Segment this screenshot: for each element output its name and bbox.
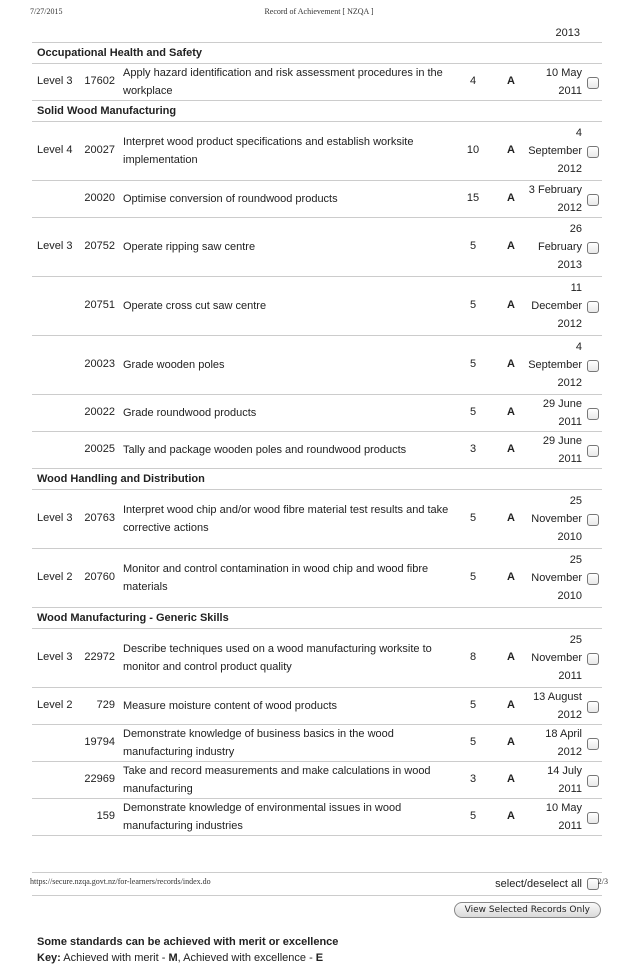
date-cell [512,64,582,100]
standard-title [123,725,453,761]
standard-number: 20752 [84,240,115,252]
date-cell [512,631,582,685]
record-checkbox[interactable] [587,445,599,457]
category-header: Solid Wood Manufacturing [32,101,602,122]
key-line [37,952,602,964]
standard-title [123,238,453,256]
grade-cell: A [507,192,515,204]
standard-number: 20020 [84,192,115,204]
standard-number: 20751 [84,299,115,311]
page-number: 2/3 [597,877,608,886]
date-cell [512,799,582,835]
key-text-merit: Achieved with merit - [60,952,169,964]
record-row [32,629,602,688]
level-cell: Level 3 [37,75,73,87]
grade-cell: A [507,443,515,455]
date-line: 29 June [542,435,582,447]
credits-cell: 5 [469,736,477,748]
date-line: 2011 [558,670,582,682]
title-line: Measure moisture content of wood products [123,700,338,712]
credits-cell: 5 [469,406,477,418]
date-line: 11 [570,282,582,294]
grade-cell: A [507,75,515,87]
title-line: manufacturing [123,783,193,795]
date-cell [512,762,582,798]
record-checkbox[interactable] [587,775,599,787]
date-cell [512,220,582,274]
credits-cell: 5 [469,299,477,311]
record-row [32,688,602,725]
standard-number: 20027 [84,144,115,156]
record-row [32,395,602,432]
level-cell: Level 4 [37,144,73,156]
record-checkbox[interactable] [587,812,599,824]
record-row [32,277,602,336]
date-line: 10 May [545,802,582,814]
credits-cell: 5 [469,240,477,252]
category-header: Wood Handling and Distribution [32,469,602,490]
standard-number: 17602 [84,75,115,87]
records-table [32,22,602,964]
date-line: 2012 [557,318,582,330]
title-line: Apply hazard identification and risk assessment procedures in the [123,67,443,79]
credits-cell: 3 [469,443,477,455]
sections-container [32,43,602,836]
record-row [32,122,602,181]
date-line: September [528,359,582,371]
view-selected-button[interactable]: View Selected Records Only [454,902,601,918]
date-cell [512,551,582,605]
continued-row [32,22,602,43]
title-line: materials [123,581,168,593]
standard-number: 19794 [84,736,115,748]
title-line: Demonstrate knowledge of environmental issues in wood [123,802,402,814]
credits-cell: 8 [469,651,477,663]
key-excellence: E [315,952,324,964]
empty-row [32,836,602,873]
date-cell [512,181,582,217]
title-line: Describe techniques used on a wood manufacturing worksite to [123,643,432,655]
date-line: 29 June [542,398,582,410]
title-line: Monitor and control contamination in wood chip and wood fibre [123,563,429,575]
key-label: Key: [37,952,61,964]
date-line: November [531,652,582,664]
date-cell [512,124,582,178]
standard-number: 22969 [84,773,115,785]
title-line: Interpret wood product specifications and establish worksite [123,136,414,148]
date-line: 2010 [557,590,582,602]
title-line: corrective actions [123,522,209,534]
record-checkbox[interactable] [587,301,599,313]
standard-title [123,297,453,315]
record-checkbox[interactable] [587,573,599,585]
grade-cell: A [507,810,515,822]
date-line: 2012 [557,709,582,721]
date-cell [512,492,582,546]
standard-number: 20760 [84,571,115,583]
date-line: 2012 [557,163,582,175]
grade-cell: A [507,773,515,785]
category-header: Wood Manufacturing - Generic Skills [32,608,602,629]
record-checkbox[interactable] [587,194,599,206]
date-line: 2011 [558,416,582,428]
date-line: 2011 [558,783,582,795]
record-row [32,218,602,277]
title-line: Grade wooden poles [123,359,225,371]
date-line: 2012 [557,746,582,758]
standard-number: 729 [96,699,115,711]
credits-cell: 5 [469,512,477,524]
standard-title [123,560,453,596]
standard-title [123,640,453,676]
grade-cell: A [507,736,515,748]
grade-cell: A [507,144,515,156]
title-line: Optimise conversion of roundwood products [123,193,338,205]
date-cell [512,432,582,468]
grade-cell: A [507,651,515,663]
button-row [32,896,602,926]
standard-number: 20025 [84,443,115,455]
date-cell [512,688,582,724]
title-line: Interpret wood chip and/or wood fibre material test results and take [123,504,449,516]
title-line: Take and record measurements and make calculations in wood [123,765,431,777]
grade-cell: A [507,699,515,711]
credits-cell: 10 [466,144,480,156]
date-cell [512,725,582,761]
date-line: 3 February [528,184,582,196]
key-merit: M [168,952,178,964]
grade-cell: A [507,512,515,524]
record-row [32,181,602,218]
title-line: Operate ripping saw centre [123,241,256,253]
merit-heading: Some standards can be achieved with merit or excellence [37,936,339,948]
title-line: monitor and control product quality [123,661,292,673]
level-cell: Level 2 [37,571,73,583]
date-line: February [537,241,582,253]
credits-cell: 5 [469,699,477,711]
date-cell [512,395,582,431]
record-checkbox[interactable] [587,701,599,713]
date-line: November [531,513,582,525]
credits-cell: 4 [469,75,477,87]
standard-number: 159 [96,810,115,822]
grade-cell: A [507,299,515,311]
date-line: 14 July [547,765,582,777]
date-line: September [528,145,582,157]
date-line: 25 [569,634,582,646]
credits-cell: 5 [469,358,477,370]
date-line: 2010 [557,531,582,543]
standard-number: 20022 [84,406,115,418]
date-line: 10 May [545,67,582,79]
date-line: 2012 [557,377,582,389]
credits-cell: 15 [466,192,480,204]
date-line: 2012 [557,202,582,214]
date-cell [512,338,582,392]
standard-title [123,762,453,798]
title-line: Demonstrate knowledge of business basics in the wood [123,728,394,740]
date-line: 13 August [533,691,582,703]
record-row [32,725,602,762]
standard-title [123,799,453,835]
date-line: 4 [575,127,582,139]
grade-cell: A [507,240,515,252]
record-row [32,549,602,608]
record-checkbox[interactable] [587,360,599,372]
level-cell: Level 3 [37,512,73,524]
standard-title [123,441,453,459]
record-checkbox[interactable] [587,242,599,254]
level-cell: Level 2 [37,699,73,711]
standard-title [123,133,453,169]
standard-number: 20023 [84,358,115,370]
record-checkbox[interactable] [587,738,599,750]
record-row [32,762,602,799]
date-line: December [531,300,582,312]
record-checkbox[interactable] [587,146,599,158]
record-row [32,64,602,101]
standard-number: 22972 [84,651,115,663]
record-checkbox[interactable] [587,653,599,665]
date-line: 18 April [545,728,582,740]
select-all-label: select/deselect all [495,878,582,890]
title-line: manufacturing industry [123,746,235,758]
category-header: Occupational Health and Safety [32,43,602,64]
record-checkbox[interactable] [587,408,599,420]
print-title: Record of Achievement [ NZQA ] [264,7,374,16]
record-checkbox[interactable] [587,77,599,89]
title-line: Operate cross cut saw centre [123,300,267,312]
grade-cell: A [507,406,515,418]
standard-title [123,190,453,208]
print-url: https://secure.nzqa.govt.nz/for-learners/records/index.do [30,877,211,886]
standard-title [123,64,453,100]
date-cell: 2013 [555,27,580,39]
title-line: manufacturing industries [123,820,243,832]
standard-title [123,501,453,537]
standard-number: 20763 [84,512,115,524]
date-line: 25 [569,554,582,566]
credits-cell: 3 [469,773,477,785]
date-line: 2011 [558,85,582,97]
title-line: Tally and package wooden poles and roundwood products [123,444,407,456]
grade-cell: A [507,358,515,370]
level-cell: Level 3 [37,240,73,252]
title-line: Grade roundwood products [123,407,257,419]
level-cell: Level 3 [37,651,73,663]
grade-cell: A [507,571,515,583]
date-line: 2011 [558,820,582,832]
date-line: 25 [569,495,582,507]
record-row [32,432,602,469]
standard-title [123,356,453,374]
record-row [32,799,602,836]
print-date: 7/27/2015 [30,7,63,16]
date-line: 2013 [557,259,582,271]
date-line: November [531,572,582,584]
credits-cell: 5 [469,571,477,583]
title-line: implementation [123,154,198,166]
key-text-excellence: , Achieved with excellence - [177,952,316,964]
date-line: 2011 [558,453,582,465]
date-cell [512,279,582,333]
record-row [32,490,602,549]
standard-title [123,404,453,422]
record-checkbox[interactable] [587,514,599,526]
title-line: workplace [123,85,173,97]
credits-cell: 5 [469,810,477,822]
date-line: 26 [569,223,582,235]
record-row [32,336,602,395]
standard-title [123,697,453,715]
date-line: 4 [575,341,582,353]
